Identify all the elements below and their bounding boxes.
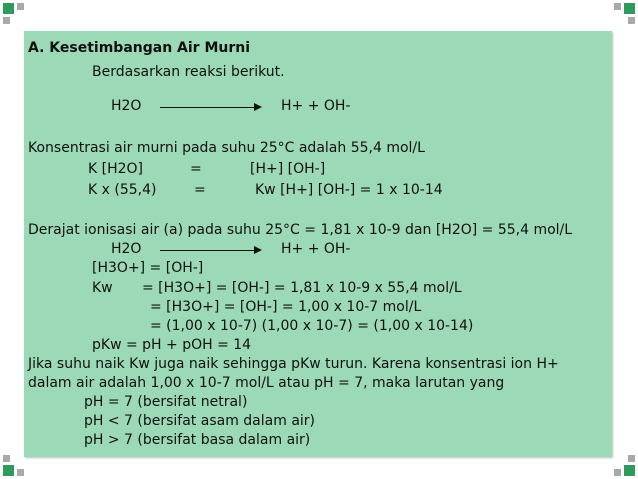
reaction-1-products: H+ + OH- <box>281 98 351 114</box>
equation-1-operator: = <box>190 161 202 177</box>
reaction-arrow-icon <box>160 107 260 108</box>
corner-square <box>17 469 24 476</box>
equation-2-operator: = <box>194 182 206 198</box>
ionization-text: Derajat ionisasi air (a) pada suhu 25°C = 1,81 x 10-9 dan [H2O] = 55,4 mol/L <box>28 222 573 238</box>
ion-balance: [H3O+] = [OH-] <box>92 260 204 276</box>
equation-1-lhs: K [H2O] <box>88 161 144 177</box>
corner-ornament-bottom-left <box>3 455 24 476</box>
corner-square <box>3 17 10 24</box>
conclusion-line-1: Jika suhu naik Kw juga naik sehingga pKw turun. Karena konsentrasi ion H+ <box>28 356 559 372</box>
corner-square <box>3 465 14 476</box>
kw-equation-2: = [H3O+] = [OH-] = 1,00 x 10-7 mol/L <box>150 299 422 315</box>
kw-equation-3: = (1,00 x 10-7) (1,00 x 10-7) = (1,00 x 10-14) <box>150 318 474 334</box>
reaction-arrow-icon <box>160 250 260 251</box>
corner-square <box>624 465 635 476</box>
ph-case-basic: pH > 7 (bersifat basa dalam air) <box>84 432 311 448</box>
corner-square <box>3 455 10 462</box>
conclusion-line-2: dalam air adalah 1,00 x 10-7 mol/L atau pH = 7, maka larutan yang <box>28 375 505 391</box>
corner-square <box>614 469 621 476</box>
ph-case-acidic: pH < 7 (bersifat asam dalam air) <box>84 413 315 429</box>
equation-2-lhs: K x (55,4) <box>88 182 157 198</box>
section-title: A. Kesetimbangan Air Murni <box>28 40 251 56</box>
corner-ornament-top-right <box>614 3 635 24</box>
content-panel <box>24 31 612 457</box>
pkw-equation: pKw = pH + pOH = 14 <box>92 337 252 353</box>
corner-square <box>614 3 621 10</box>
ph-case-neutral: pH = 7 (bersifat netral) <box>84 394 248 410</box>
corner-square <box>3 3 14 14</box>
kw-equation-1: = [H3O+] = [OH-] = 1,81 x 10-9 x 55,4 mol/L <box>142 280 462 296</box>
corner-square <box>628 455 635 462</box>
concentration-text: Konsentrasi air murni pada suhu 25°C adalah 55,4 mol/L <box>28 140 425 156</box>
intro-text: Berdasarkan reaksi berikut. <box>92 64 285 80</box>
corner-ornament-top-left <box>3 3 24 24</box>
corner-square <box>17 3 24 10</box>
kw-label: Kw <box>92 280 113 296</box>
reaction-2-products: H+ + OH- <box>281 241 351 257</box>
equation-1-rhs: [H+] [OH-] <box>250 161 326 177</box>
reaction-1-reactant: H2O <box>111 98 142 114</box>
equation-2-rhs: Kw [H+] [OH-] = 1 x 10-14 <box>255 182 443 198</box>
corner-square <box>624 3 635 14</box>
reaction-2-reactant: H2O <box>111 241 142 257</box>
corner-ornament-bottom-right <box>614 455 635 476</box>
corner-square <box>628 17 635 24</box>
